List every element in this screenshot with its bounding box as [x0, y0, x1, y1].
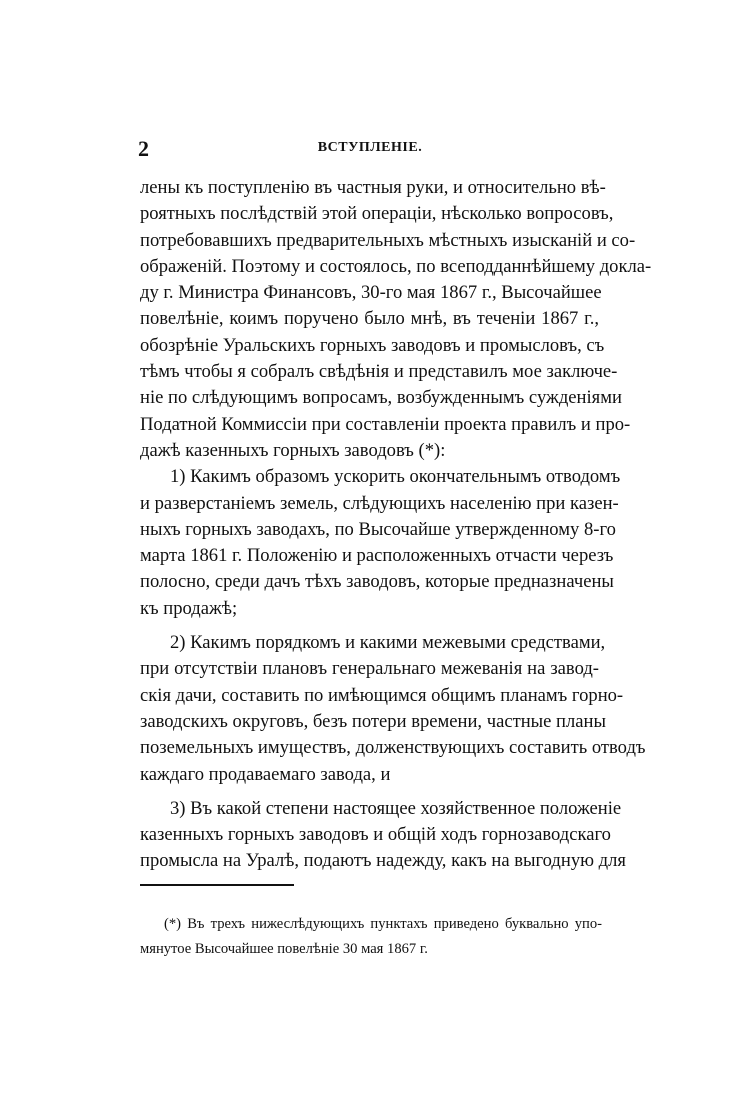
text-line: къ продажѣ;: [140, 597, 238, 619]
text-line: марта 1861 г. Положенію и расположенныхъ отчасти черезъ: [140, 545, 614, 567]
text-line: потребовавшихъ предварительныхъ мѣстныхъ изысканій и со-: [140, 229, 636, 251]
text-line: повелѣніе, коимъ поручено было мнѣ, въ теченіи 1867 г.,: [140, 308, 599, 330]
text-line: тѣмъ чтобы я собралъ свѣдѣнія и представилъ мое заключе-: [140, 361, 618, 383]
text-line: и разверстаніемъ земель, слѣдующихъ населенію при казен-: [140, 492, 619, 514]
text-line: полосно, среди дачъ тѣхъ заводовъ, которые предназначены: [140, 571, 614, 593]
text-line: заводскихъ округовъ, безъ потери времени, частные планы: [140, 710, 606, 732]
paragraph-gap: [140, 622, 599, 630]
footnote: [140, 912, 602, 962]
text-line: скія дачи, составить по имѣющимся общимъ планамъ горно-: [140, 684, 624, 706]
text-line: ду г. Министра Финансовъ, 30-го мая 1867 г., Высочайшее: [140, 282, 602, 304]
text-line: ніе по слѣдующимъ вопросамъ, возбужденнымъ сужденіями: [140, 387, 622, 409]
text-line: 3) Въ какой степени настоящее хозяйственное положеніе: [170, 797, 622, 819]
text-line: лены къ поступленію въ частныя руки, и относительно вѣ-: [140, 177, 606, 198]
text-line: 2) Какимъ порядкомъ и какими межевыми средствами,: [170, 632, 606, 654]
running-title: ВСТУПЛЕНІЕ.: [317, 140, 423, 155]
text-line: обозрѣніе Уральскихъ горныхъ заводовъ и промысловъ, съ: [140, 334, 605, 356]
page-header: [138, 136, 602, 162]
text-line: роятныхъ послѣдствій этой операціи, нѣсколько вопросовъ,: [140, 203, 614, 225]
main-text: [140, 175, 652, 875]
footnote-divider: [140, 884, 294, 886]
text-line: ображеній. Поэтому и состоялось, по всеподданнѣйшему докла-: [140, 255, 652, 277]
text-line: казенныхъ горныхъ заводовъ и общій ходъ горнозаводскаго: [140, 824, 611, 846]
text-line: поземельныхъ имуществъ, долженствующихъ составить отводъ: [140, 737, 646, 759]
text-line: промысла на Уралѣ, подаютъ надежду, какъ на выгодную для: [140, 850, 626, 872]
footnote-line: мянутое Высочайшее повелѣніе 30 мая 1867 г.: [140, 941, 428, 957]
page-number: 2: [138, 136, 149, 161]
text-line: ныхъ горныхъ заводахъ, по Высочайше утвержденному 8-го: [140, 518, 616, 540]
text-line: 1) Какимъ образомъ ускорить окончательнымъ отводомъ: [170, 466, 621, 488]
text-line: Податной Коммиссіи при составленіи проекта правилъ и про-: [140, 413, 631, 435]
paragraph-gap: [140, 788, 599, 796]
text-line: каждаго продаваемаго завода, и: [140, 763, 391, 785]
text-line: дажѣ казенныхъ горныхъ заводовъ (*):: [140, 439, 446, 461]
footnote-line: (*) Въ трехъ нижеслѣдующихъ пунктахъ приведено буквально упо-: [164, 916, 602, 932]
text-line: при отсутствіи плановъ генеральнаго межеванія на завод-: [140, 658, 599, 680]
